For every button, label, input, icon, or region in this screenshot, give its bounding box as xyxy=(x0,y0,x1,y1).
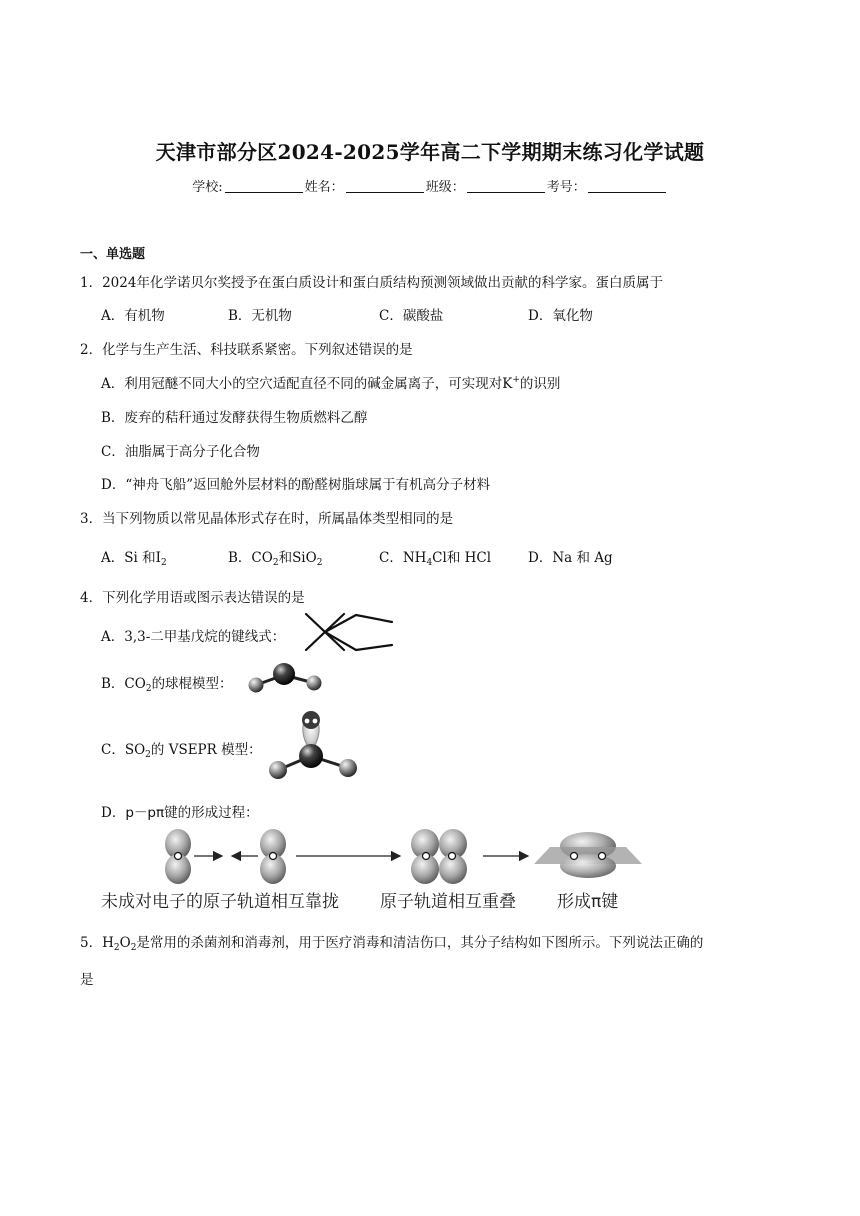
nh4-subscript: 4 xyxy=(426,558,433,568)
q2-option-d: D．“神舟飞船”返回舱外层材料的酚醛树脂球属于有机高分子材料 xyxy=(101,477,491,493)
q4-d-label: D． xyxy=(101,805,126,821)
sio2-subscript: 2 xyxy=(316,558,323,568)
q4-b-label: B． xyxy=(101,676,125,692)
q4-option-d xyxy=(101,801,259,821)
name-label: 姓名： xyxy=(304,180,344,195)
q4-c-label: C． xyxy=(101,742,125,758)
sio2-formula: SiO xyxy=(292,550,317,566)
iodine-formula: I xyxy=(155,550,161,566)
q3-option-b xyxy=(228,546,322,568)
q1-option-b: B．无机物 xyxy=(228,308,292,324)
h2o2-sub-1: 2 xyxy=(113,943,120,953)
q4-c-tail: 的 VSEPR 模型： xyxy=(150,742,262,758)
q3-c-label: C． xyxy=(379,550,403,566)
h2o2-h: H xyxy=(102,935,114,951)
q5-stem-text: 是常用的杀菌剂和消毒剂，用于医疗消毒和清洁伤口，其分子结构如下图所示。下列说法正确的 xyxy=(136,935,704,951)
q3-stem: 3．当下列物质以常见晶体形式存在时，所属晶体类型相同的是 xyxy=(80,511,454,527)
q1-stem: 1．2024年化学诺贝尔奖授予在蛋白质设计和蛋白质结构预测领域做出贡献的科学家。蛋白质属于 xyxy=(80,275,663,291)
q5-stem-continued: 是 xyxy=(80,972,94,988)
section-title: 一、单选题 xyxy=(80,247,146,262)
q2-option-a xyxy=(101,372,560,392)
diagram-caption-overlap: 原子轨道相互重叠 xyxy=(380,892,516,912)
q1-option-c: C．碳酸盐 xyxy=(379,308,444,324)
diagram-caption-approach: 未成对电子的原子轨道相互靠拢 xyxy=(101,892,339,912)
q3-a-label: A．Si 和 xyxy=(101,550,156,566)
h2o2-o: O xyxy=(119,935,131,951)
page-title: 天津市部分区2024-2025学年高二下学期期末练习化学试题 xyxy=(155,140,705,164)
co2-subscript: 2 xyxy=(272,558,279,568)
q2-stem: 2．化学与生产生活、科技联系紧密。下列叙述错误的是 xyxy=(80,342,413,358)
q2-option-a-text: A．利用冠醚不同大小的空穴适配直径不同的碱金属离子，可实现对 xyxy=(101,376,503,392)
nh4cl-formula: NH xyxy=(402,550,427,566)
co2-formula: CO xyxy=(251,550,273,566)
q4-option-a: A．3,3-二甲基戊烷的键线式： xyxy=(101,629,286,645)
q4-b-tail: 的球棍模型： xyxy=(151,676,233,692)
chloride-symbol: Cl xyxy=(432,550,447,566)
vsepr-model-image xyxy=(264,706,364,786)
potassium-ion: K xyxy=(502,376,513,392)
q3-c-and: 和 HCl xyxy=(446,550,492,566)
q4-option-b xyxy=(101,672,233,694)
exam-no-blank[interactable] xyxy=(588,180,666,193)
q1-option-a: A．有机物 xyxy=(101,308,165,324)
so2-formula: SO xyxy=(124,742,146,758)
q3-option-a xyxy=(101,546,167,568)
q5-number: 5． xyxy=(80,935,103,951)
q3-b-and: 和 xyxy=(278,550,293,566)
so2-subscript: 2 xyxy=(145,750,151,760)
name-blank[interactable] xyxy=(346,180,424,193)
ion-charge: + xyxy=(512,375,520,385)
q2-option-b: B．废弃的秸秆通过发酵获得生物质燃料乙醇 xyxy=(101,410,368,426)
pi-bond-formation-diagram xyxy=(150,826,650,886)
q4-stem: 4．下列化学用语或图示表达错误的是 xyxy=(80,590,305,606)
school-blank[interactable] xyxy=(225,180,303,193)
class-label: 班级： xyxy=(425,180,465,195)
ball-and-stick-model-image xyxy=(244,660,334,696)
q1-option-d: D．氧化物 xyxy=(528,308,593,324)
school-label: 学校: xyxy=(192,180,223,195)
co2-subscript-b: 2 xyxy=(145,684,152,694)
diagram-caption-pi-bond: 形成π键 xyxy=(557,892,619,912)
skeletal-formula-image xyxy=(300,610,400,660)
q2-option-c: C．油脂属于高分子化合物 xyxy=(101,444,260,460)
student-info-line xyxy=(0,176,860,195)
q3-b-label: B． xyxy=(228,550,252,566)
p-p-pi-symbol: p－pπ xyxy=(125,805,165,821)
q5-stem xyxy=(80,931,703,953)
iodine-subscript: 2 xyxy=(160,558,167,568)
q4-option-c xyxy=(101,738,262,760)
q3-option-c xyxy=(379,546,491,568)
q4-d-tail: 键的形成过程： xyxy=(164,805,259,821)
h2o2-sub-2: 2 xyxy=(130,943,137,953)
exam-no-label: 考号： xyxy=(546,180,586,195)
q3-option-d: D．Na 和 Ag xyxy=(528,550,613,566)
q2-option-a-tail: 的识别 xyxy=(519,376,561,392)
co2-formula-b: CO xyxy=(124,676,146,692)
class-blank[interactable] xyxy=(467,180,545,193)
